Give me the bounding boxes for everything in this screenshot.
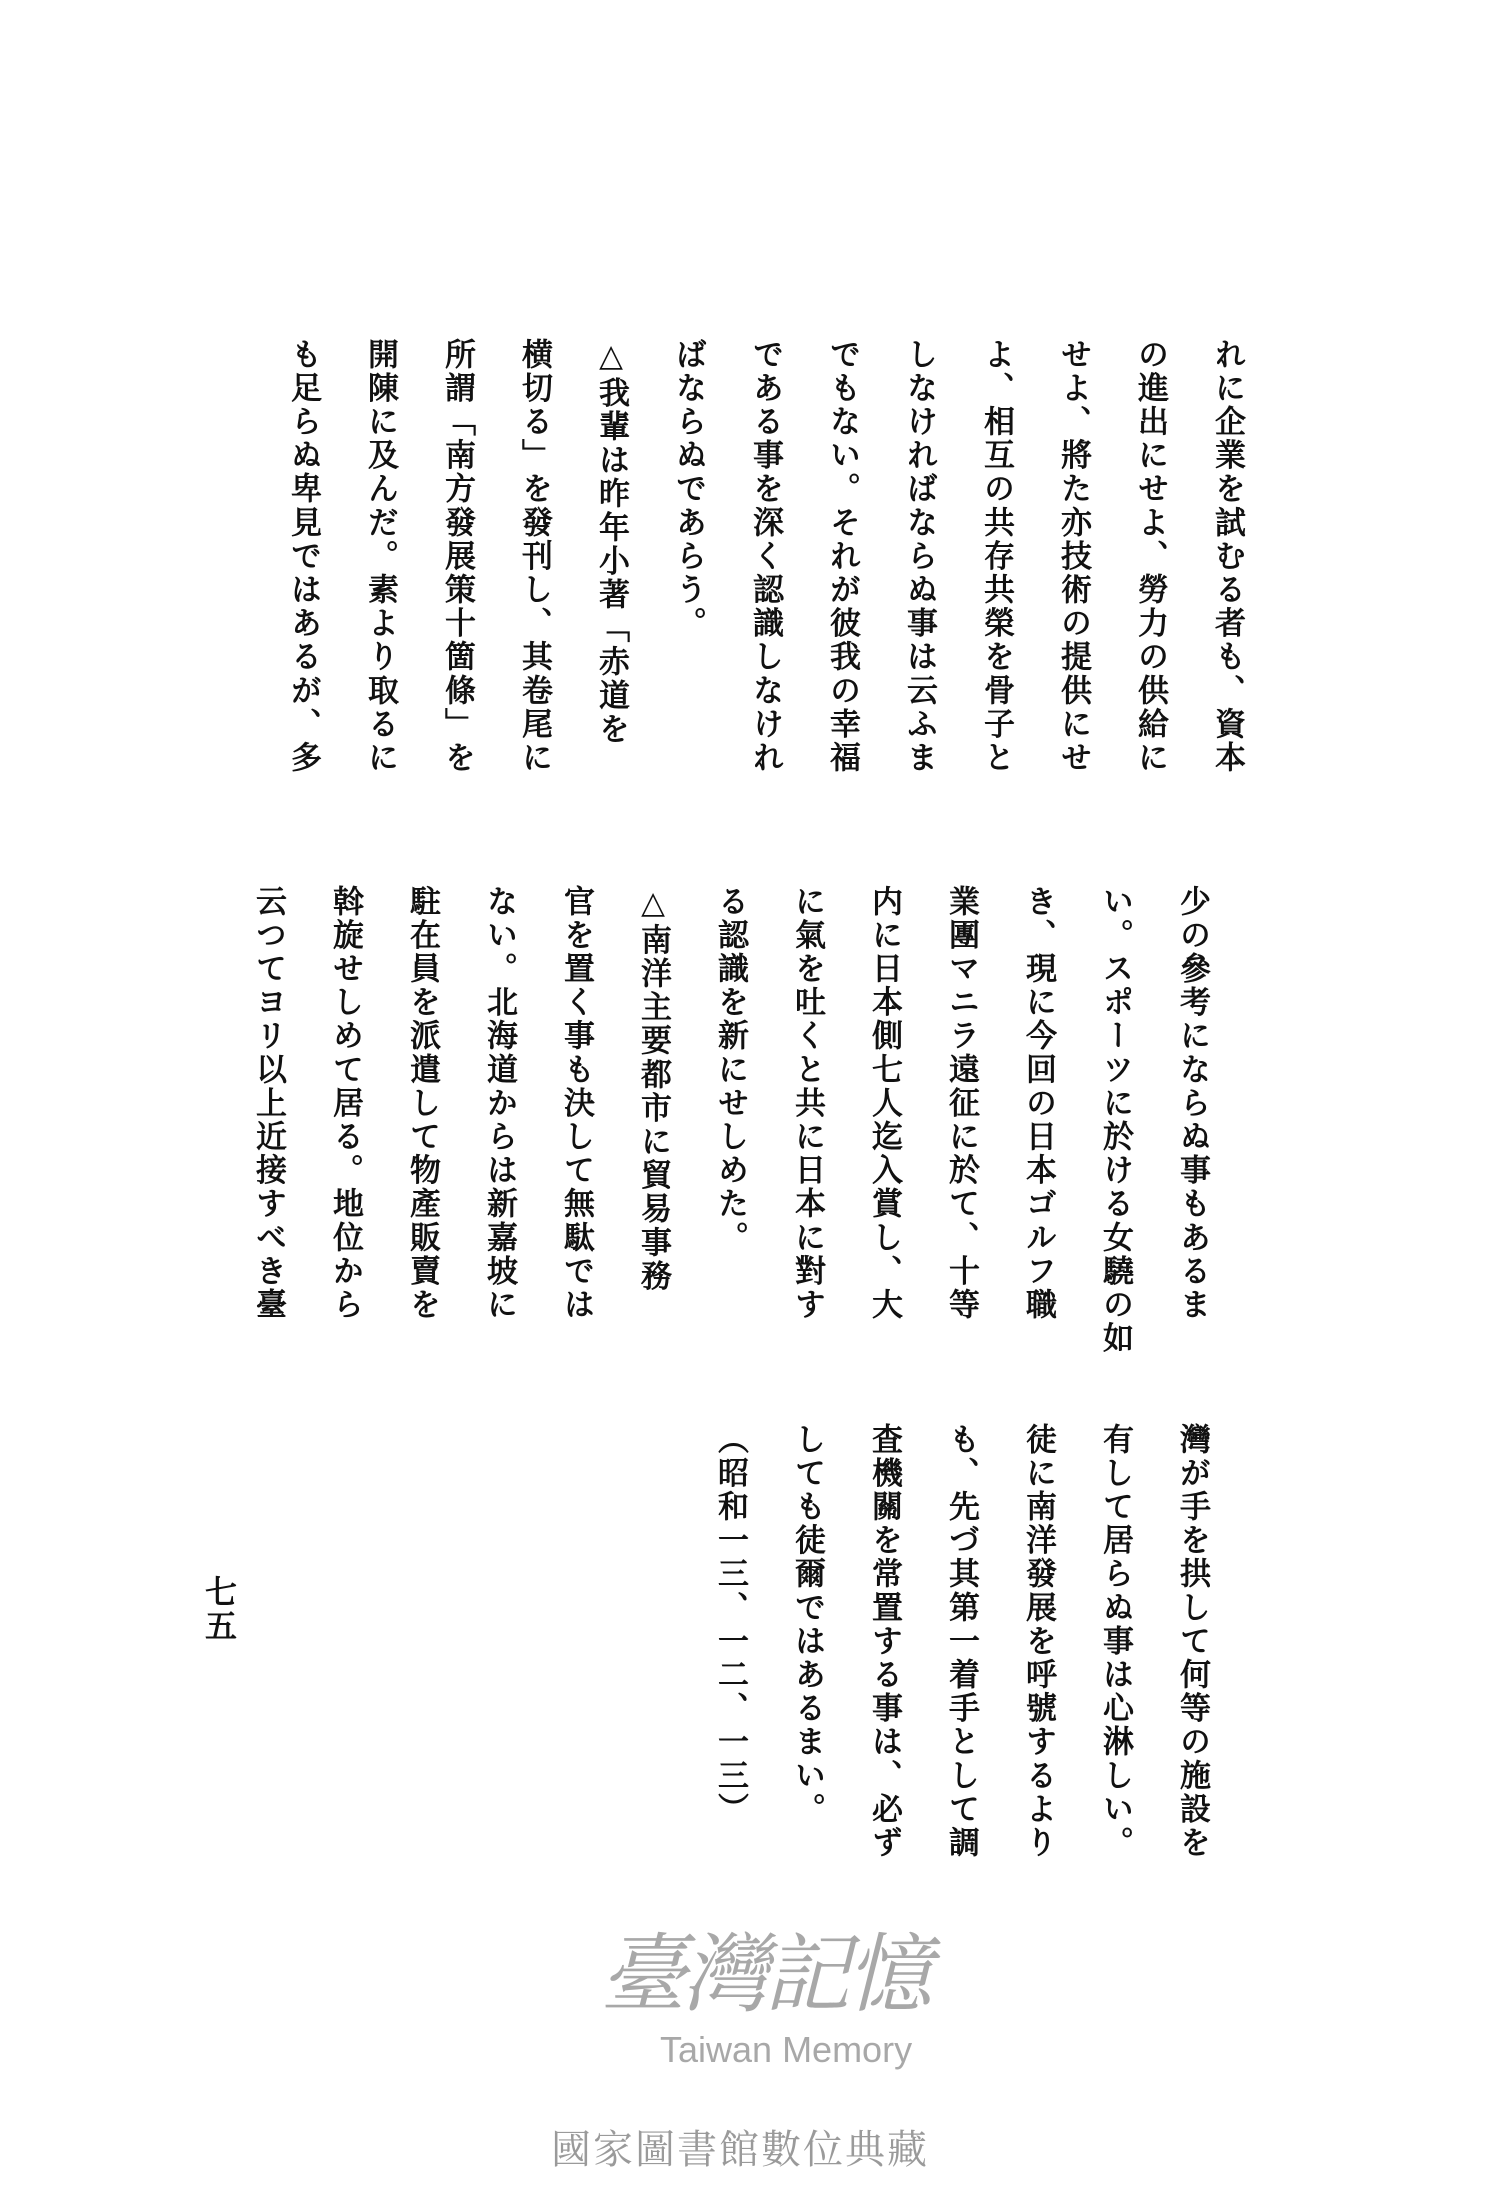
text-column: せよ、將た亦技術の提供にせ: [1055, 338, 1091, 775]
text-column: 云つてヨリ以上近接すべき臺: [250, 885, 286, 1322]
text-column: の進出にせよ、勞力の供給に: [1132, 338, 1168, 775]
text-column: き、現に今回の日本ゴルフ職: [1020, 885, 1056, 1322]
watermark-latin: Taiwan Memory: [660, 2029, 913, 2070]
date-line: （昭和一三、一二、一三）: [712, 1423, 748, 1827]
text-column: よ、相互の共存共榮を骨子と: [978, 338, 1014, 775]
text-column: 査機關を常置する事は、必ず: [866, 1423, 902, 1860]
text-column: 駐在員を派遣して物產販賣を: [404, 885, 440, 1322]
text-column: に氣を吐くと共に日本に對す: [789, 885, 825, 1322]
text-block-2: [229, 885, 1230, 1355]
text-column: る認識を新にせしめた。: [712, 885, 748, 1255]
text-column: 所謂「南方發展策十箇條」を: [439, 338, 475, 775]
footer-library-credit: 國家圖書館數位典藏: [551, 2127, 929, 2173]
text-column: でもない。それが彼我の幸福: [824, 338, 860, 775]
text-column: しても徒爾ではあるまい。: [789, 1423, 825, 1827]
text-column: れに企業を試むる者も、資本: [1209, 338, 1245, 775]
text-column: い。スポーツに於ける女驍の如: [1097, 885, 1133, 1356]
text-column: 内に日本側七人迄入賞し、大: [866, 885, 902, 1322]
text-column: ばならぬであらう。: [670, 338, 706, 641]
text-column: △我輩は昨年小著「赤道を: [593, 338, 629, 747]
text-column: も足らぬ卑見ではあるが、多: [285, 338, 321, 775]
text-column: 有して居らぬ事は心淋しい。: [1097, 1423, 1133, 1860]
text-block-1: [264, 338, 1265, 808]
taiwan-memory-watermark: [600, 1925, 1000, 2071]
text-column: 少の參考にならぬ事もあるま: [1174, 885, 1210, 1322]
text-column: 徒に南洋發展を呼號するより: [1020, 1423, 1056, 1860]
text-column: 官を置く事も決して無駄では: [558, 885, 594, 1322]
watermark-cjk: 臺灣記憶: [600, 1925, 928, 2025]
text-column: しなければならぬ事は云ふま: [901, 338, 937, 775]
text-column: 斡旋せしめて居る。地位から: [327, 885, 363, 1322]
text-column: である事を深く認識しなけれ: [747, 338, 783, 775]
text-column: 横切る」を發刊し、其卷尾に: [516, 338, 552, 775]
page-number: 七五: [200, 1575, 238, 1643]
text-column: ない。北海道からは新嘉坡に: [481, 885, 517, 1322]
text-column: △南洋主要都市に貿易事務: [635, 885, 671, 1294]
text-block-3: [691, 1423, 1230, 1893]
text-column: 業團マニラ遠征に於て、十等: [943, 885, 979, 1322]
text-column: 開陳に及んだ。素より取るに: [362, 338, 398, 775]
text-column: 灣が手を拱して何等の施設を: [1174, 1423, 1210, 1860]
text-column: も、先づ其第一着手として調: [943, 1423, 979, 1860]
